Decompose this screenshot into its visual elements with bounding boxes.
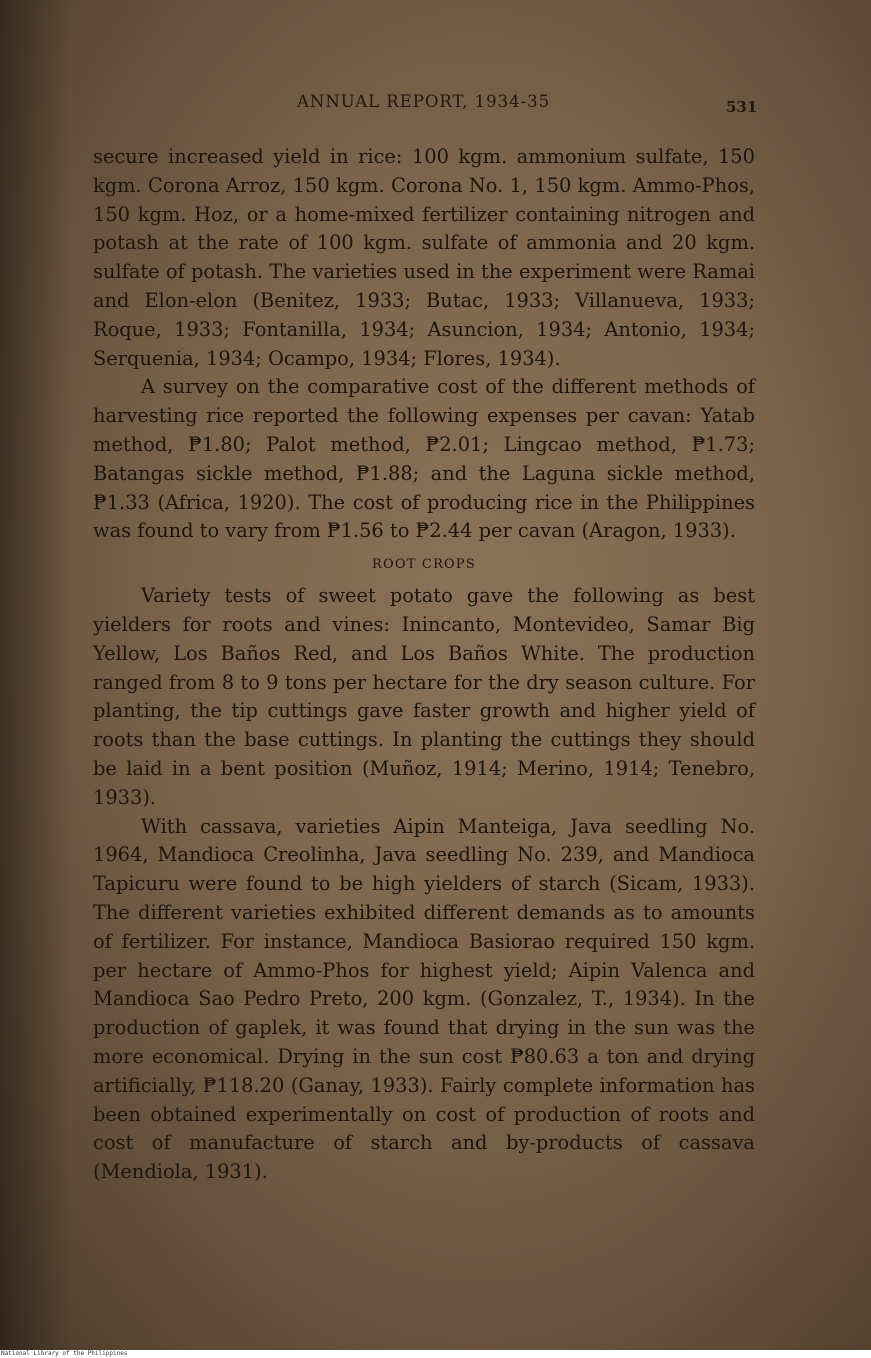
page-number: 531	[726, 98, 758, 116]
running-head: ANNUAL REPORT, 1934-35	[297, 92, 551, 111]
section-heading-root-crops: ROOT CROPS	[372, 557, 476, 573]
paragraph-cassava: With cassava, varieties Aipin Manteiga, Java seedling No. 1964, Mandioca Creolinha, Java seedling No. 239, and Mandioca Tapicuru were found to be high yielders of starch (Sicam, 1933). The different varieties exhibited different demands as to amounts of fertilizer. For instance, Mandioca Basiorao required 150 kgm. per hectare of Ammo-Phos for highest yield; Aipin Valenca and Mandioca Sao Pedro Preto, 200 kgm. (Gonzalez, T., 1934). In the production of gaplek, it was found that drying in the sun was the more economical. Drying in the sun cost ₱80.63 a ton and drying artificially, ₱118.20 (Ganay, 1933). Fairly complete information has been obtained experimentally on cost of production of roots and cost of manufacture of starch and by-products of cassava (Mendiola, 1931).	[93, 814, 755, 1184]
body-text	[93, 143, 755, 1187]
paragraph-sweet-potato: Variety tests of sweet potato gave the following as best yielders for roots and vines: Inincanto, Montevideo, Samar Big Yellow, Los Baños Red, and Los Baños White. The production ranged from 8 to 9 tons per hectare for the dry season culture. For planting, the tip cuttings gave faster growth and higher yield of roots than the base cuttings. In planting the cuttings they should be laid in a bent position (Muñoz, 1914; Merino, 1914; Tenebro, 1933).	[93, 584, 755, 809]
paragraph-harvesting-cost: A survey on the comparative cost of the different methods of harvesting rice reported the following expenses per cavan: Yatab method, ₱1.80; Palot method, ₱2.01; Lingcao method, ₱1.73; Batangas sickle method, ₱1.88; and the Laguna sickle method, ₱1.33 (Africa, 1920). The cost of producing rice in the Philippines was found to vary from ₱1.56 to ₱2.44 per cavan (Aragon, 1933).	[93, 375, 755, 543]
page-header	[0, 88, 871, 118]
paragraph-rice-fertilizer: secure increased yield in rice: 100 kgm. ammonium sulfate, 150 kgm. Corona Arroz, 150 kgm. Corona No. 1, 150 kgm. Ammo-Phos, 150 kgm. Hoz, or a home-mixed fertilizer containing nitrogen and potash at the rate of 100 kgm. sulfate of ammonia and 20 kgm. sulfate of potash. The varieties used in the experiment were Ramai and Elon-elon (Benitez, 1933; Butac, 1933; Villanueva, 1933; Roque, 1933; Fontanilla, 1934; Asuncion, 1934; Antonio, 1934; Serquenia, 1934; Ocampo, 1934; Flores, 1934).	[93, 145, 755, 370]
footer-strip	[0, 1350, 871, 1358]
library-credit: National Library of the Philippines	[1, 1350, 128, 1357]
